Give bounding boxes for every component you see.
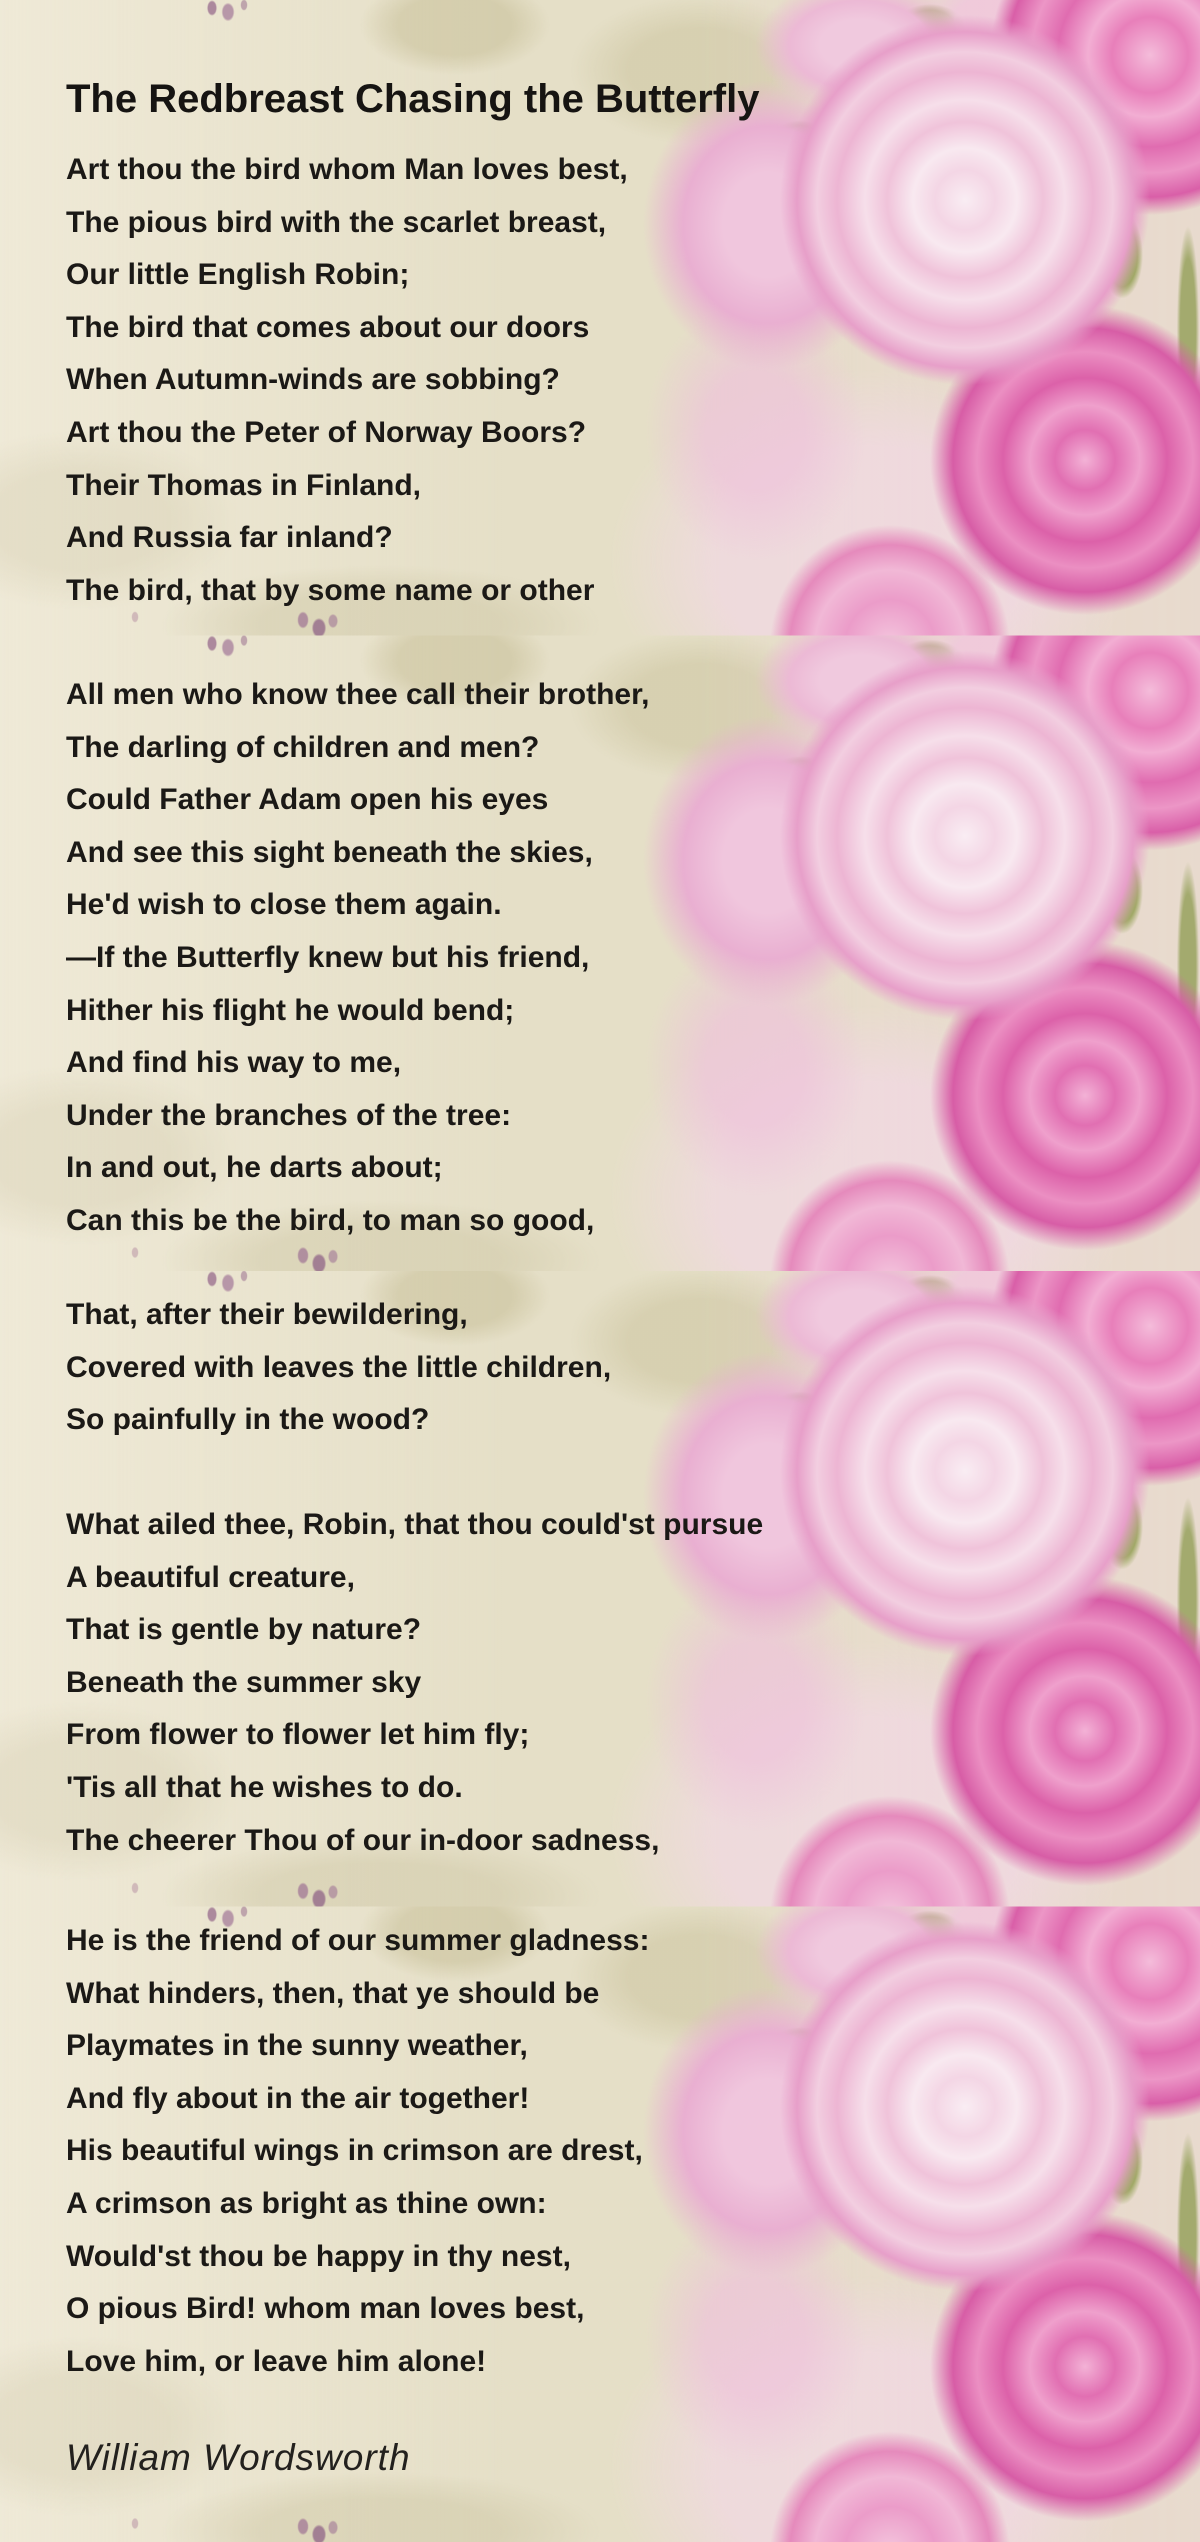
poem-line: The bird, that by some name or other: [66, 573, 595, 607]
poem-line: The bird that comes about our doors: [66, 310, 590, 344]
poem-line: Our little English Robin;: [66, 258, 410, 292]
poem-line: Could Father Adam open his eyes: [66, 783, 549, 817]
poem-line: Hither his flight he would bend;: [66, 993, 515, 1027]
poem-line: —If the Butterfly knew but his friend,: [66, 940, 590, 974]
poem-line: Art thou the Peter of Norway Boors?: [66, 415, 587, 449]
poem-line: Would'st thou be happy in thy nest,: [66, 2239, 571, 2273]
poem-line: All men who know thee call their brother,: [66, 678, 650, 711]
poem-line: So painfully in the wood?: [66, 1403, 430, 1437]
poem-line: Can this be the bird, to man so good,: [66, 1203, 595, 1237]
poem-stanza-5: [66, 1915, 649, 2388]
poem-line: The darling of children and men?: [66, 730, 540, 764]
poem-line: He'd wish to close them again.: [66, 888, 502, 922]
poem-stanza-2: [66, 669, 649, 1248]
poem-line: A beautiful creature,: [66, 1560, 355, 1594]
poem-line: Art thou the bird whom Man loves best,: [66, 153, 628, 186]
poem-line: Under the branches of the tree:: [66, 1098, 512, 1132]
poem-line: Their Thomas in Finland,: [66, 468, 422, 502]
poem-author: William Wordsworth: [66, 2437, 411, 2478]
poem-line: What hinders, then, that ye should be: [66, 1976, 600, 2010]
poem-line: O pious Bird! whom man loves best,: [66, 2292, 585, 2326]
poem-line: 'Tis all that he wishes to do.: [66, 1770, 463, 1804]
poem-line: And find his way to me,: [66, 1046, 402, 1080]
poem-line: Playmates in the sunny weather,: [66, 2029, 528, 2063]
poem-line: When Autumn-winds are sobbing?: [66, 363, 560, 397]
poem-stanza-3: [66, 1289, 611, 1447]
poem-line: The cheerer Thou of our in-door sadness,: [66, 1823, 660, 1857]
poem-line: A crimson as bright as thine own:: [66, 2186, 547, 2220]
poem-line: The pious bird with the scarlet breast,: [66, 205, 607, 239]
poem-line: And fly about in the air together!: [66, 2081, 530, 2115]
poem-line: Beneath the summer sky: [66, 1665, 422, 1699]
poem-line: What ailed thee, Robin, that thou could'st pursue: [66, 1508, 764, 1541]
poem-line: From flower to flower let him fly;: [66, 1718, 530, 1752]
poem-line: And Russia far inland?: [66, 521, 393, 555]
poem-line: His beautiful wings in crimson are drest,: [66, 2134, 643, 2168]
poem-line: That, after their bewildering,: [66, 1298, 468, 1331]
poem-stanza-1: [66, 144, 628, 617]
poem-stanza-4: [66, 1499, 763, 1867]
poem-line: Love him, or leave him alone!: [66, 2344, 487, 2378]
poem-line: He is the friend of our summer gladness:: [66, 1924, 650, 1957]
poem-line: And see this sight beneath the skies,: [66, 835, 593, 869]
poem-line: Covered with leaves the little children,: [66, 1350, 612, 1384]
poem-line: In and out, he darts about;: [66, 1151, 443, 1185]
poem-line: That is gentle by nature?: [66, 1613, 422, 1647]
poem-title: The Redbreast Chasing the Butterfly: [66, 76, 760, 121]
